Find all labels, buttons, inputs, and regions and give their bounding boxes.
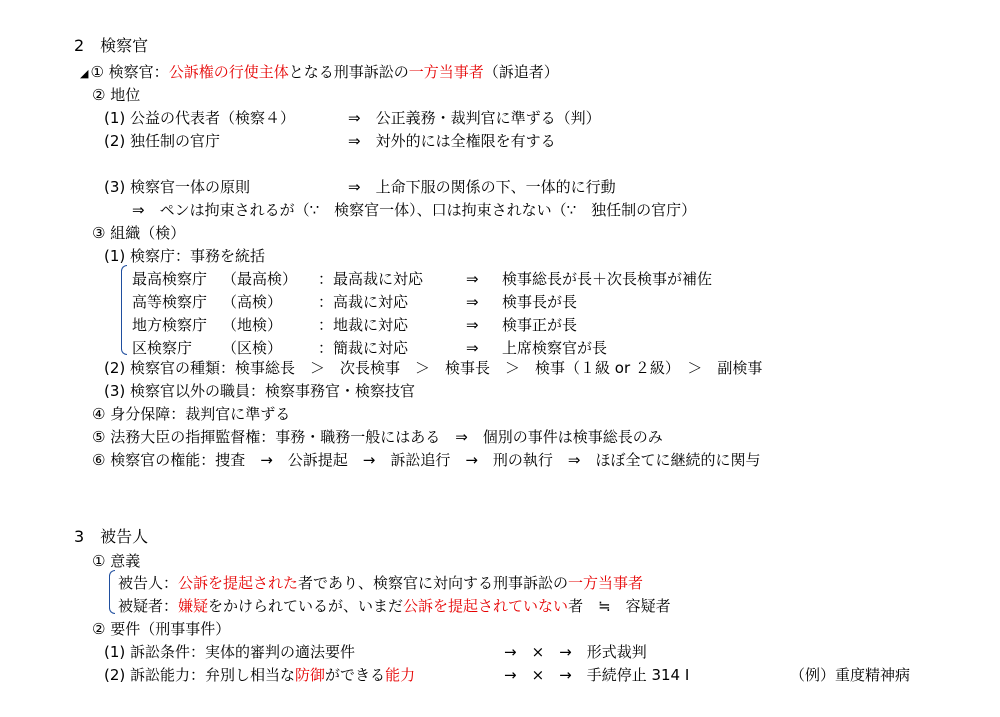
suspect-key-term: 嫌疑: [178, 597, 209, 615]
defendant-text: 者であり、検察官に対向する刑事訴訟の: [298, 574, 569, 592]
status-guarantee: ④ 身分保障：裁判官に準ずる: [92, 405, 291, 423]
status-item-1-result: ⇒ 公正義務・裁判官に準ずる（判）: [348, 109, 601, 127]
office-head: 検事総長が長＋次長検事が補佐: [502, 270, 713, 288]
office-abbr: （区検）: [222, 339, 283, 357]
suspect-key-term-2: 公訴を提起されていない: [403, 597, 569, 615]
court-correspondence: ：高裁に対応: [318, 293, 409, 311]
minister-authority: ⑤ 法務大臣の指揮監督権：事務・職務一般にはある ⇒ 個別の事件は検事総長のみ: [92, 428, 663, 446]
item-label: (1) 公益の代表者（検察４）: [104, 109, 296, 127]
capacity-text-2: ができる: [325, 666, 386, 684]
other-staff: (3) 検察官以外の職員：検察事務官・検察技官: [104, 382, 416, 400]
office-name: 地方検察庁: [132, 316, 208, 334]
office-abbr: （地検）: [222, 316, 283, 334]
requirements-heading: ② 要件（刑事事件）: [92, 620, 231, 638]
def-key-term-2: 一方当事者: [408, 63, 484, 81]
defendant-label: 被告人：: [118, 574, 179, 592]
meaning-heading: ① 意義: [92, 552, 141, 570]
status-item-2: (2) 独任制の官庁: [104, 132, 221, 150]
office-head: 検事正が長: [502, 316, 578, 334]
capacity-text: (2) 訴訟能力：弁別し相当な: [104, 666, 296, 684]
defendant-key-term-2: 一方当事者: [568, 574, 644, 592]
section-2-heading: 2 検察官: [74, 36, 149, 55]
def-note: （訴追者）: [483, 63, 559, 81]
office-head: 上席検察官が長: [502, 339, 608, 357]
litigation-condition: (1) 訴訟条件：実体的審判の適法要件: [104, 643, 356, 661]
meaning-bracket: [109, 570, 115, 614]
office-abbr: （高検）: [222, 293, 283, 311]
capacity-key-term: 防御: [295, 666, 326, 684]
litigation-condition-result: → × → 形式裁判: [504, 643, 647, 661]
arrow: ⇒: [466, 293, 479, 311]
organization-bracket: [121, 265, 127, 355]
def-key-term: 公訴権の行使主体: [168, 63, 289, 81]
suspect-label: 被疑者：: [118, 597, 179, 615]
def-label: ① 検察官：: [90, 63, 169, 81]
status-item-3-result: ⇒ 上命下服の関係の下、一体的に行動: [348, 178, 616, 196]
suspect-text-2: 者 ≒ 容疑者: [568, 597, 671, 615]
status-item-2-result: ⇒ 対外的には全権限を有する: [348, 132, 556, 150]
office-name: 高等検察庁: [132, 293, 208, 311]
arrow: ⇒: [466, 339, 479, 357]
arrow: ⇒: [466, 270, 479, 288]
status-heading: ② 地位: [92, 86, 141, 104]
defendant-definition: [118, 573, 643, 593]
status-item-1: [104, 108, 295, 128]
office-name: 最高検察庁: [132, 270, 208, 288]
court-correspondence: ：地裁に対応: [318, 316, 409, 334]
suspect-text: をかけられているが、いまだ: [208, 597, 404, 615]
suspect-definition: [118, 596, 671, 616]
litigation-capacity-result: → × → 手続停止 314 Ⅰ: [504, 666, 690, 684]
defendant-key-term: 公訴を提起された: [178, 574, 299, 592]
office-name: 区検察庁: [132, 339, 193, 357]
capacity-key-term-2: 能力: [385, 666, 416, 684]
prosecutor-types: (2) 検察官の種類：検事総長 ＞ 次長検事 ＞ 検事長 ＞ 検事（１級 or ２級） ＞ 副検事: [104, 359, 763, 377]
def-text: となる刑事訴訟の: [288, 63, 409, 81]
court-correspondence: ：簡裁に対応: [318, 339, 409, 357]
pen-mouth-note: ⇒ ペンは拘束されるが（∵ 検察官一体）、口は拘束されない（∵ 独任制の官庁）: [132, 201, 697, 219]
court-correspondence: ：最高裁に対応: [318, 270, 424, 288]
collapse-marker-icon[interactable]: ◢: [80, 67, 89, 80]
litigation-capacity: [104, 665, 415, 685]
arrow: ⇒: [466, 316, 479, 334]
office-head: 検事長が長: [502, 293, 578, 311]
organization-heading: ③ 組織（検）: [92, 224, 186, 242]
status-item-3: (3) 検察官一体の原則: [104, 178, 251, 196]
example-note: （例）重度精神病: [790, 666, 911, 684]
prosecutor-powers: ⑥ 検察官の権能：捜査 → 公訴提起 → 訴訟追行 → 刑の執行 ⇒ ほぼ全てに継続的に関与: [92, 451, 761, 469]
prosecution-office-heading: (1) 検察庁：事務を統括: [104, 247, 266, 265]
prosecutor-definition: [80, 62, 559, 84]
section-3-heading: 3 被告人: [74, 527, 149, 546]
office-abbr: （最高検）: [222, 270, 298, 288]
